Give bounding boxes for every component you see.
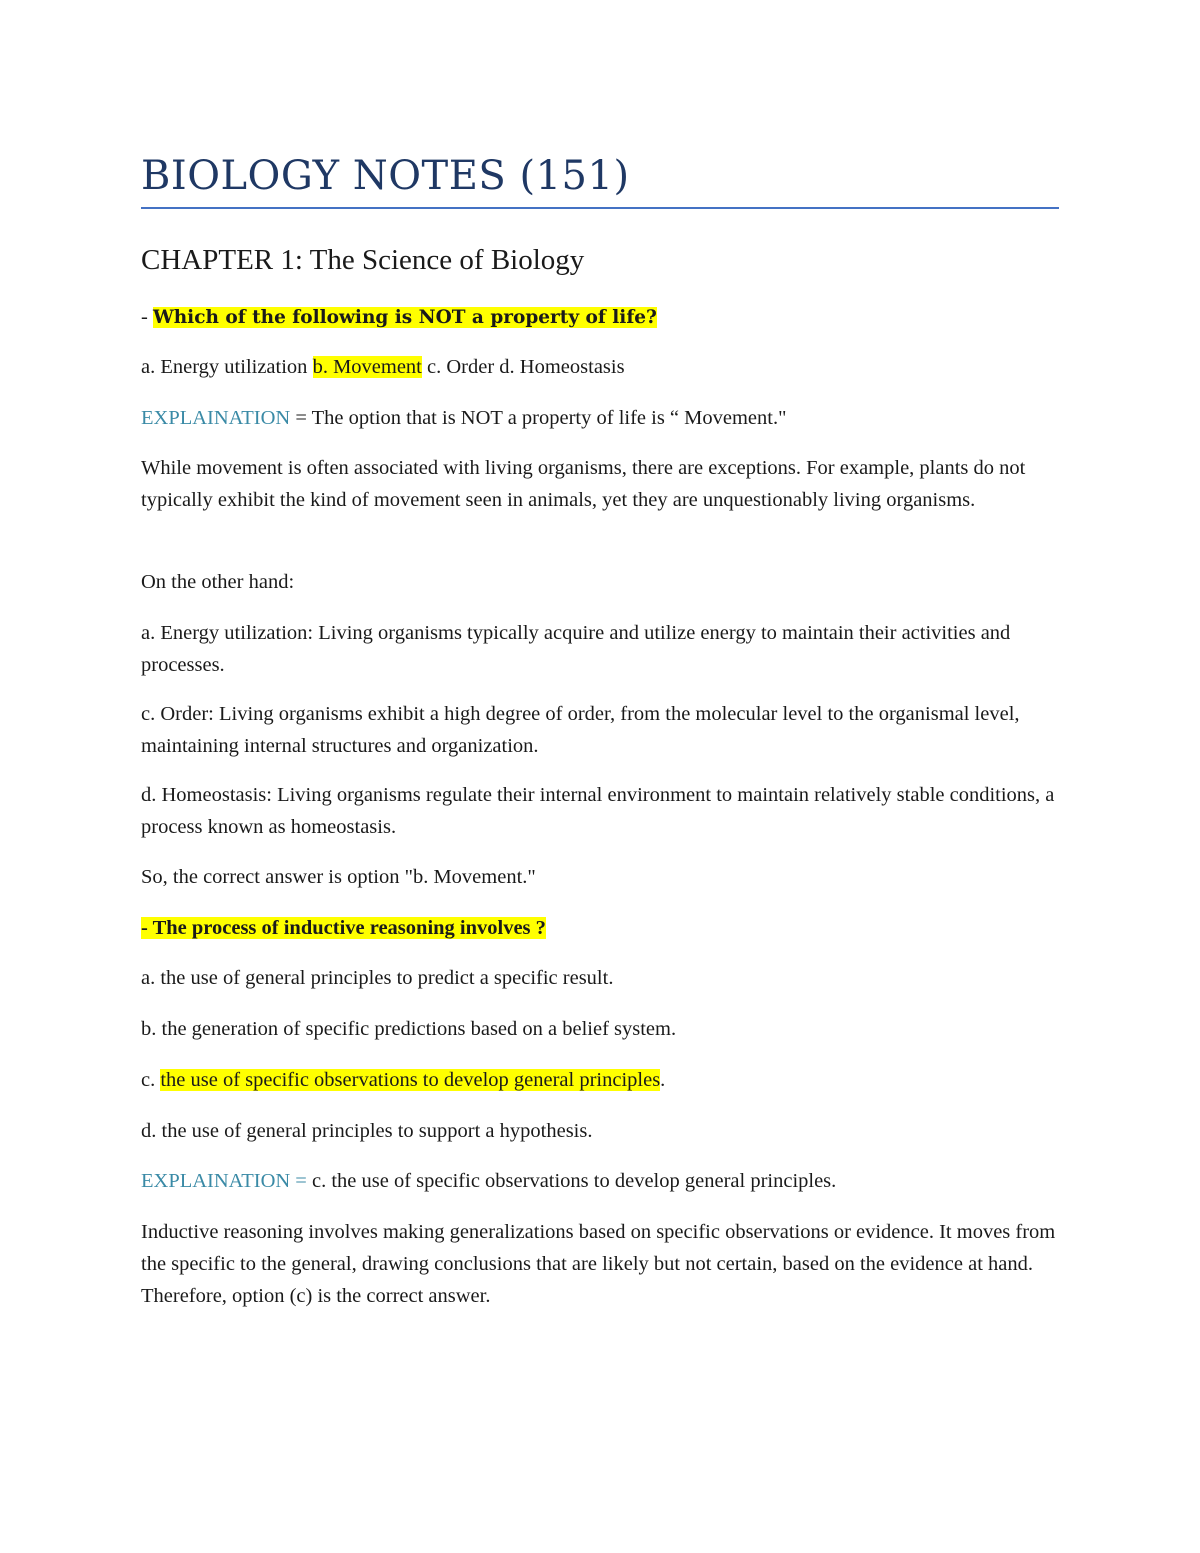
question-1-dash: -: [141, 306, 153, 328]
q1-paragraph-4: c. Order: Living organisms exhibit a high degree of order, from the molecular level to the organismal level, maintaining internal structures and organization.: [141, 703, 1020, 757]
document-title: BIOLOGY NOTES (151): [141, 153, 630, 199]
title-underline: [141, 207, 1059, 209]
q2-option-c-prefix: c.: [141, 1069, 161, 1091]
q1-paragraph-2: On the other hand:: [141, 571, 295, 593]
chapter-heading: CHAPTER 1: The Science of Biology: [141, 244, 585, 276]
q2-correct-option: the use of specific observations to develop general principles: [160, 1069, 661, 1091]
q1-paragraph-5: d. Homeostasis: Living organisms regulate their internal environment to maintain relatively stable conditions, a process known as homeostasis.: [141, 784, 1055, 838]
q2-explanation-label: EXPLAINATION =: [141, 1170, 307, 1192]
question-1-options: [141, 351, 1059, 383]
q2-explanation: [141, 1165, 1059, 1197]
q1-explanation-text: = The option that is NOT a property of life is “ Movement.": [290, 407, 787, 429]
q2-option-b: b. the generation of specific predictions based on a belief system.: [141, 1018, 677, 1040]
q1-explanation-label: EXPLAINATION: [141, 407, 291, 429]
q1-correct-option: b. Movement: [312, 356, 422, 378]
q1-conclusion: So, the correct answer is option "b. Movement.": [141, 866, 536, 888]
q1-paragraph-3: a. Energy utilization: Living organisms typically acquire and utilize energy to maintain their activities and processes.: [141, 622, 1011, 676]
q2-option-a: a. the use of general principles to predict a specific result.: [141, 967, 614, 989]
question-1: [141, 301, 1059, 334]
q2-explanation-text: c. the use of specific observations to develop general principles.: [306, 1170, 837, 1192]
q1-options-after: c. Order d. Homeostasis: [421, 356, 625, 378]
question-2: [141, 912, 1059, 944]
q2-paragraph-1: Inductive reasoning involves making generalizations based on specific observations or evidence. It moves from the specific to the general, drawing conclusions that are likely but not certain, based on the evidence at hand. Therefore, option (c) is the correct answer.: [141, 1221, 1056, 1307]
question-1-text: Which of the following is NOT a property of life?: [152, 307, 657, 328]
q1-paragraph-1: While movement is often associated with living organisms, there are exceptions. For example, plants do not typically exhibit the kind of movement seen in animals, yet they are unquestionably living organisms.: [141, 457, 1026, 511]
question-2-text: - The process of inductive reasoning involves ?: [141, 917, 546, 939]
q2-option-c: [141, 1064, 1059, 1096]
q2-option-d: d. the use of general principles to support a hypothesis.: [141, 1120, 593, 1142]
q1-explanation: [141, 402, 1059, 434]
q1-options-before: a. Energy utilization: [141, 356, 313, 378]
q2-option-c-suffix: .: [660, 1069, 666, 1091]
